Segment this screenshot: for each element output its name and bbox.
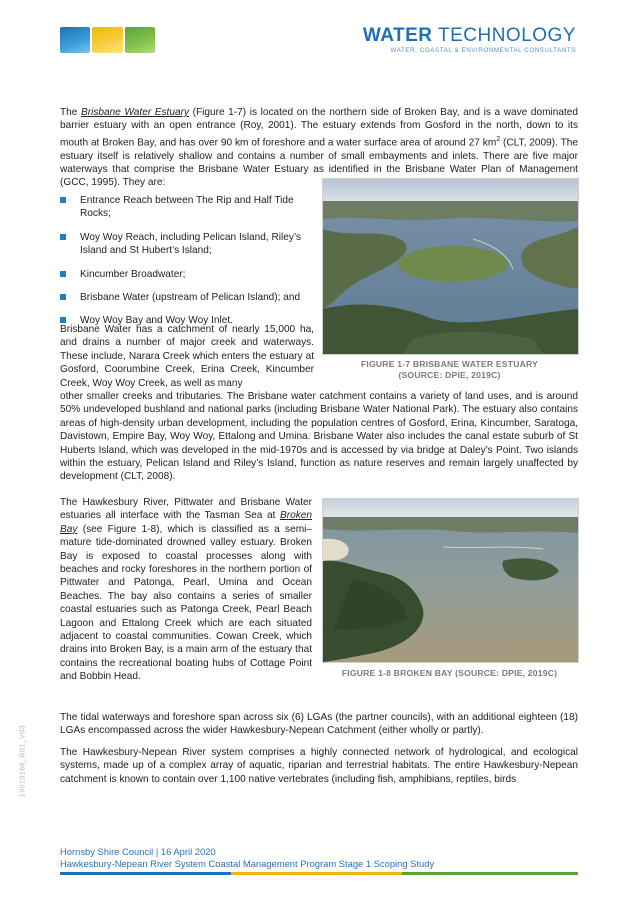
hawkesbury-paragraph: The Hawkesbury River, Pittwater and Brisbane Water estuaries all interface with the Tasman Sea at Broken Bay (see Figure 1-8), which is classified as a semi–mature tide-dominated drowned valley estuary. Broken Bay is exposed to coastal processes along with beaches and rocky foreshores in the northern portion of Pittwater and Patonga, Pearl, Umina and Ocean Beaches. The bay also contains a series of smaller coastal estuaries such as Patonga Creek, Pearl Beach Lagoon and Ettalong Creek which are each situated adjacent to coastal communities. Cowan Creek, which drains into Broken Bay, is a main arm of the estuary that contains the recreational boating hubs of Cottage Point and Bobbin Head.	[60, 497, 312, 683]
logo-wave-icon-yellow	[92, 27, 122, 53]
catchment-paragraph-start: Brisbane Water has a catchment of nearly 15,000 ha, and drains a number of major creek and waterways. These include, Narara Creek which enters the estuary at Gosford, Coorumbine Creek, Erina Creek, Kincumber Creek, Woy Woy Creek, as well as many	[60, 324, 314, 389]
company-logo-tiles	[60, 27, 155, 53]
figure-1-7-photo	[322, 178, 579, 355]
river-system-paragraph: The Hawkesbury-Nepean River system comprises a highly connected network of hydrological, and ecological systems, made up of a complex array of aquatic, riparian and terrestrial habitats. The entire Hawkesbury-Nepean catchment is known to contain over 1,100 native vertebrates (including fish, amphibians, reptiles, birds	[60, 747, 578, 785]
list-item: Entrance Reach between The Rip and Half Tide Rocks;	[60, 194, 314, 221]
footer-report-title: Hawkesbury-Nepean River System Coastal Management Program Stage 1 Scoping Study	[60, 858, 435, 869]
list-item: Kincumber Broadwater;	[60, 268, 314, 281]
logo-wave-icon-blue	[60, 27, 90, 53]
footer-color-bar	[60, 872, 578, 875]
figure-1-8-photo	[322, 498, 579, 663]
broken-bay-aerial-image	[323, 499, 578, 662]
page-footer	[60, 846, 434, 870]
figure-1-7-caption: FIGURE 1-7 BRISBANE WATER ESTUARY (SOURCE: DPIE, 2019C)	[360, 359, 539, 380]
brand-logo	[363, 26, 576, 54]
brisbane-water-estuary-link[interactable]: Brisbane Water Estuary	[81, 107, 189, 118]
list-item: Brisbane Water (upstream of Pelican Island); and	[60, 291, 314, 304]
brand-title: WATER TECHNOLOGY	[362, 25, 576, 46]
brisbane-water-aerial-image	[323, 179, 578, 354]
footer-client-date: Hornsby Shire Council | 16 April 2020	[60, 846, 216, 857]
intro-paragraph: The Brisbane Water Estuary (Figure 1-7) is located on the northern side of Broken Bay, and is a wave dominated barrier estuary with an open entrance (Roy, 2001). The estuary extends from Gosford in the north, down to its mouth at Broken Bay, and has over 90 km of foreshore and a water surface area of around 27 $km^2$ (CLT, 2009). The estuary itself is relatively shallow and contains a number of small embayments and inlets. There are five major waterways that comprise the Brisbane Water Estuary as identified in the Brisbane Water Plan of Management (GCC, 1995). They are:	[60, 107, 579, 189]
bullet-square-icon	[60, 271, 66, 277]
catchment-paragraph-rest: other smaller creeks and tributaries. The Brisbane water catchment contains a variety of land uses, and is around 50% undeveloped bushland and national parks (including Brisbane Water National Park). The estuary also contains areas of high-density urban development, including the population centres of Gosford, Erina, Kincumber, Saratoga, Davistown, Empire Bay, Woy Woy, Ettalong and Umina. Brisbane Water also includes the canal estate suburb of St Huberts Island, which was developed in the mid-1970s and is accessed by via bridge at Daley’s Point. Two islands within the estuary, Pelican Island and Riley’s Island, function as nature reserves and remain largely unaffected by development (CLT, 2008).	[60, 391, 578, 483]
list-item: Woy Woy Bay and Woy Woy Inlet.	[60, 314, 314, 327]
waterways-list	[60, 194, 314, 338]
bullet-square-icon	[60, 197, 66, 203]
figure-1-8-caption: FIGURE 1-8 BROKEN BAY (SOURCE: DPIE, 2019C)	[341, 668, 558, 678]
brand-tagline: WATER, COASTAL & ENVIRONMENTAL CONSULTANTS	[390, 47, 576, 54]
broken-bay-link[interactable]: Broken Bay	[60, 510, 312, 535]
bullet-square-icon	[60, 234, 66, 240]
lga-paragraph: The tidal waterways and foreshore span across six (6) LGAs (the partner councils), with an additional eighteen (18) LGAs encompassed across the wider Hawkesbury-Nepean Catchment (either wholly or partly).	[60, 712, 578, 737]
document-reference-code: 19010168_R01_V03	[19, 724, 27, 798]
list-item: Woy Woy Reach, including Pelican Island, Riley’s Island and St Hubert’s Island;	[60, 231, 314, 258]
logo-wave-icon-green	[125, 27, 155, 53]
bullet-square-icon	[60, 294, 66, 300]
